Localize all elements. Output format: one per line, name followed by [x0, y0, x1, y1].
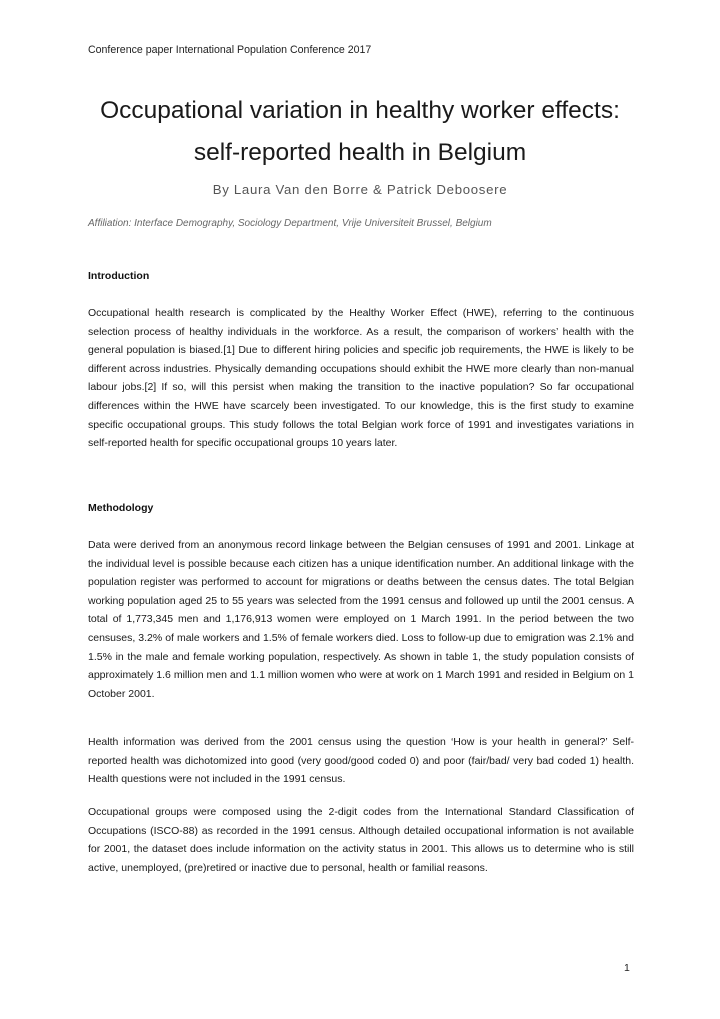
methodology-paragraph-3: Occupational groups were composed using the 2-digit codes from the International Standard Classification of Occupations (ISCO-88) as recorded in the 1991 census. Although detailed occupational information is not available for 2001, the dataset does include information on the activity status in 2001. This allows us to determine who is still active, unemployed, (pre)retired or inactive due to personal, health or familial reasons.: [88, 806, 634, 874]
running-header: Conference paper International Population Conference 2017: [88, 44, 372, 56]
affiliation: Affiliation: Interface Demography, Sociology Department, Vrije Universiteit Brussel, Belgium: [88, 218, 492, 229]
section-heading-methodology: Methodology: [88, 502, 154, 514]
paper-title-line-2: self-reported health in Belgium: [193, 139, 527, 166]
introduction-paragraph: Occupational health research is complicated by the Healthy Worker Effect (HWE), referring to the continuous selection process of healthy individuals in the workforce. As a result, the comparison of workers’ health with the general population is biased.[1] Due to different hiring policies and specific job requirements, the HWE is likely to be different across industries. Physically demanding occupations should exhibit the HWE more clearly than non-manual labour jobs.[2] If so, will this persist when making the transition to the inactive population? So far occupational differences within the HWE have scarcely been investigated. To our knowledge, this is the first study to examine specific occupational groups. This study follows the total Belgian work force of 1991 and investigates variations in self-reported health for specific occupational groups 10 years later.: [88, 307, 634, 450]
methodology-paragraph-2: Health information was derived from the 2001 census using the question ‘How is your health in general?’ Self-reported health was dichotomized into good (very good/good coded 0) and poor (fair/bad/ very bad coded 1) health. Health questions were not included in the 1991 census.: [88, 736, 634, 786]
methodology-paragraph-1: Data were derived from an anonymous record linkage between the Belgian censuses of 1991 and 2001. Linkage at the individual level is possible because each citizen has a unique identification number. An additional linkage with the population register was performed to account for migrations or deaths between the census dates. The total Belgian working population aged 25 to 55 years was selected from the 1991 census and followed up until the 2001 census. A total of 1,773,345 men and 1,176,913 women were employed on 1 March 1991. In the period between the two censuses, 3.2% of male workers and 1.5% of female workers died. Loss to follow-up due to emigration was 2.1% and 1.5% in the male and female working population, respectively. As shown in table 1, the study population consists of approximately 1.6 million men and 1.1 million women who were at work on 1 March 1991 and resided in Belgium on 1 October 2001.: [88, 539, 634, 700]
page-number: 1: [624, 962, 630, 974]
authors: By Laura Van den Borre & Patrick Deboosere: [212, 182, 508, 197]
section-heading-introduction: Introduction: [88, 270, 150, 282]
paper-title-line-1: Occupational variation in healthy worker effects:: [100, 97, 620, 124]
